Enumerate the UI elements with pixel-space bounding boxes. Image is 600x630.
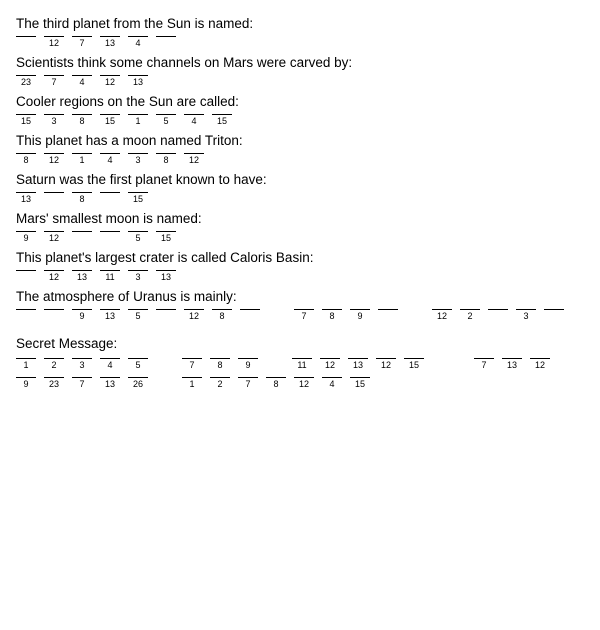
blank-code-number: 9 [79,311,85,321]
blank-code-number: 12 [48,155,59,165]
answer-blank[interactable] [350,377,370,390]
blank-code-number: 13 [506,360,517,370]
blank-code-number: 26 [132,379,143,389]
blank-line [100,75,120,76]
answer-blank[interactable] [184,309,204,322]
blank-code-number: 12 [188,155,199,165]
blank-code-number: 4 [107,155,113,165]
answer-blank[interactable] [100,270,120,283]
blank-code-number: 13 [104,311,115,321]
blank-code-number: 7 [245,379,251,389]
answer-blank[interactable] [100,153,120,166]
blank-code-number: 13 [104,38,115,48]
blank-code-number: 9 [245,360,251,370]
blank-line [156,231,176,232]
blank-code-number: 13 [76,272,87,282]
answer-blank[interactable] [530,358,550,371]
blank-line [350,377,370,378]
answer-blank[interactable] [44,309,64,322]
blank-code-number: 12 [324,360,335,370]
blank-line [16,309,36,310]
blank-line [156,309,176,310]
blank-code-number: 9 [23,233,29,243]
answer-blank[interactable] [128,192,148,205]
blank-line [100,377,120,378]
blank-line [128,75,148,76]
blank-line [544,309,564,310]
question-item [0,205,600,244]
answer-blank[interactable] [266,377,286,390]
blank-line [100,153,120,154]
secret-message-label: Secret Message: [16,336,118,351]
blank-line [72,309,92,310]
blank-line [184,153,204,154]
blank-code-number: 7 [79,379,85,389]
blank-line [128,270,148,271]
blank-line [44,192,64,193]
question-prompt: The atmosphere of Uranus is mainly: [16,289,237,304]
blank-code-number: 7 [481,360,487,370]
answer-blank[interactable] [16,75,36,88]
answer-blank[interactable] [72,309,92,322]
blank-code-number: 15 [216,116,227,126]
answer-blank[interactable] [44,114,64,127]
answer-blank[interactable] [128,75,148,88]
question-blanks [0,309,600,322]
blank-line [516,309,536,310]
answer-blank[interactable] [502,358,522,371]
blank-line [72,192,92,193]
blank-code-number: 5 [135,233,141,243]
blank-code-number: 8 [273,379,279,389]
answer-blank[interactable] [348,358,368,371]
answer-blank[interactable] [16,309,36,322]
answer-blank[interactable] [184,114,204,127]
answer-blank[interactable] [100,114,120,127]
blank-code-number: 11 [297,360,307,370]
blank-line [16,114,36,115]
blank-line [100,192,120,193]
answer-blank[interactable] [404,358,424,371]
question-prompt: The third planet from the Sun is named: [16,16,254,31]
blank-code-number: 12 [48,272,59,282]
question-blanks [0,270,600,283]
blank-line [44,231,64,232]
blank-code-number: 15 [408,360,419,370]
blank-line [156,114,176,115]
answer-blank[interactable] [212,114,232,127]
blank-line [72,231,92,232]
answer-blank[interactable] [156,231,176,244]
answer-blank[interactable] [182,377,202,390]
blank-code-number: 12 [188,311,199,321]
blank-code-number: 2 [217,379,223,389]
answer-blank[interactable] [210,358,230,371]
answer-blank[interactable] [376,358,396,371]
blank-line [128,36,148,37]
answer-blank[interactable] [474,358,494,371]
blank-line [100,36,120,37]
answer-blank[interactable] [378,309,398,322]
blank-code-number: 4 [135,38,141,48]
blank-code-number: 23 [48,379,59,389]
answer-blank[interactable] [72,75,92,88]
blank-code-number: 7 [79,38,85,48]
blank-line [432,309,452,310]
question-prompt: Saturn was the first planet known to have: [16,172,267,187]
blank-code-number: 3 [523,311,529,321]
blank-code-number: 15 [160,233,171,243]
blank-code-number: 2 [51,360,57,370]
answer-blank[interactable] [128,231,148,244]
answer-blank[interactable] [128,309,148,322]
question-blanks [0,231,600,244]
blank-line [182,358,202,359]
blank-line [350,309,370,310]
blank-line [16,377,36,378]
blank-line [100,358,120,359]
answer-blank[interactable] [16,377,36,390]
answer-blank[interactable] [212,309,232,322]
blank-code-number: 1 [23,360,29,370]
blank-code-number: 12 [436,311,447,321]
blank-code-number: 12 [534,360,545,370]
answer-blank[interactable] [544,309,564,322]
blank-line [210,358,230,359]
answer-blank[interactable] [16,36,36,49]
answer-blank[interactable] [350,309,370,322]
blank-line [156,153,176,154]
answer-blank[interactable] [16,270,36,283]
blank-line [294,377,314,378]
blank-line [100,309,120,310]
answer-blank[interactable] [72,114,92,127]
answer-blank[interactable] [320,358,340,371]
blank-line [292,358,312,359]
question-prompt: Mars' smallest moon is named: [16,211,202,226]
question-prompt: Cooler regions on the Sun are called: [16,94,239,109]
answer-blank[interactable] [44,270,64,283]
answer-blank[interactable] [100,377,120,390]
answer-blank[interactable] [44,192,64,205]
answer-blank[interactable] [156,309,176,322]
answer-blank[interactable] [16,358,36,371]
answer-blank[interactable] [100,75,120,88]
answer-blank[interactable] [128,114,148,127]
blank-code-number: 7 [189,360,195,370]
blank-line [322,377,342,378]
blank-code-number: 8 [329,311,335,321]
blank-code-number: 4 [329,379,335,389]
blank-line [128,153,148,154]
blank-line [100,231,120,232]
answer-blank[interactable] [72,36,92,49]
question-item [0,166,600,205]
answer-blank[interactable] [72,377,92,390]
blank-code-number: 13 [132,77,143,87]
question-blanks [0,114,600,127]
blank-line [322,309,342,310]
answer-blank[interactable] [44,75,64,88]
blank-code-number: 8 [79,194,85,204]
answer-blank[interactable] [128,358,148,371]
blank-line [156,270,176,271]
secret-message-container [0,358,600,390]
blank-code-number: 9 [357,311,363,321]
answer-blank[interactable] [72,358,92,371]
answer-blank[interactable] [156,114,176,127]
blank-code-number: 23 [20,77,31,87]
blank-code-number: 15 [132,194,143,204]
blank-code-number: 15 [354,379,365,389]
blank-code-number: 3 [135,155,141,165]
blank-code-number: 3 [135,272,141,282]
blank-line [128,309,148,310]
blank-line [212,114,232,115]
question-item [0,88,600,127]
questions-container [0,10,600,322]
blank-code-number: 8 [23,155,29,165]
answer-blank[interactable] [182,358,202,371]
answer-blank[interactable] [432,309,452,322]
answer-blank[interactable] [100,36,120,49]
blank-line [72,75,92,76]
blank-code-number: 1 [135,116,141,126]
question-item [0,244,600,283]
blank-line [44,114,64,115]
blank-code-number: 8 [217,360,223,370]
blank-code-number: 4 [107,360,113,370]
blank-line [184,114,204,115]
question-blanks [0,75,600,88]
blank-code-number: 5 [135,311,141,321]
blank-line [184,309,204,310]
blank-line [16,75,36,76]
answer-blank[interactable] [44,377,64,390]
answer-blank[interactable] [128,153,148,166]
blank-line [44,270,64,271]
blank-code-number: 5 [163,116,169,126]
blank-line [404,358,424,359]
answer-blank[interactable] [156,270,176,283]
blank-line [44,153,64,154]
blank-code-number: 13 [20,194,31,204]
blank-code-number: 9 [23,379,29,389]
secret-blanks [0,358,600,371]
blank-line [72,114,92,115]
answer-blank[interactable] [292,358,312,371]
answer-blank[interactable] [156,36,176,49]
answer-blank[interactable] [156,153,176,166]
blank-line [16,36,36,37]
question-item [0,49,600,88]
blank-line [72,36,92,37]
blank-line [16,153,36,154]
blank-line [100,114,120,115]
answer-blank[interactable] [44,231,64,244]
question-item [0,10,600,49]
answer-blank[interactable] [128,36,148,49]
blank-line [44,358,64,359]
question-blanks [0,153,600,166]
answer-blank[interactable] [100,192,120,205]
blank-line [100,270,120,271]
answer-blank[interactable] [44,36,64,49]
question-blanks [0,192,600,205]
blank-line [128,358,148,359]
blank-code-number: 5 [135,360,141,370]
blank-code-number: 4 [191,116,197,126]
blank-line [72,358,92,359]
blank-line [348,358,368,359]
blank-line [72,270,92,271]
blank-code-number: 13 [352,360,363,370]
answer-blank[interactable] [322,377,342,390]
blank-line [212,309,232,310]
question-blanks [0,36,600,49]
answer-blank[interactable] [16,231,36,244]
answer-blank[interactable] [238,377,258,390]
answer-blank[interactable] [322,309,342,322]
answer-blank[interactable] [128,377,148,390]
blank-code-number: 3 [79,360,85,370]
question-item [0,283,600,322]
blank-code-number: 2 [467,311,473,321]
answer-blank[interactable] [72,231,92,244]
blank-line [128,377,148,378]
blank-code-number: 3 [51,116,57,126]
blank-code-number: 12 [48,233,59,243]
blank-line [72,377,92,378]
blank-code-number: 15 [104,116,115,126]
blank-line [44,377,64,378]
blank-code-number: 12 [48,38,59,48]
blank-code-number: 8 [163,155,169,165]
blank-line [128,192,148,193]
answer-blank[interactable] [460,309,480,322]
answer-blank[interactable] [16,153,36,166]
blank-code-number: 1 [79,155,85,165]
blank-line [530,358,550,359]
blank-line [128,231,148,232]
blank-line [460,309,480,310]
answer-blank[interactable] [294,377,314,390]
question-prompt: This planet's largest crater is called Caloris Basin: [16,250,314,265]
blank-code-number: 11 [105,272,115,282]
blank-line [16,270,36,271]
blank-line [44,309,64,310]
blank-line [210,377,230,378]
blank-code-number: 15 [20,116,31,126]
blank-code-number: 7 [301,311,307,321]
blank-line [44,36,64,37]
blank-code-number: 13 [160,272,171,282]
answer-blank[interactable] [72,153,92,166]
answer-blank[interactable] [44,358,64,371]
blank-line [238,377,258,378]
answer-blank[interactable] [240,309,260,322]
answer-blank[interactable] [16,114,36,127]
answer-blank[interactable] [488,309,508,322]
answer-blank[interactable] [238,358,258,371]
answer-blank[interactable] [516,309,536,322]
answer-blank[interactable] [72,192,92,205]
blank-line [378,309,398,310]
blank-code-number: 4 [79,77,85,87]
blank-code-number: 12 [298,379,309,389]
question-prompt: Scientists think some channels on Mars were carved by: [16,55,353,70]
blank-line [240,309,260,310]
blank-code-number: 1 [189,379,195,389]
answer-blank[interactable] [294,309,314,322]
blank-line [320,358,340,359]
answer-blank[interactable] [72,270,92,283]
answer-blank[interactable] [210,377,230,390]
blank-line [156,36,176,37]
blank-line [294,309,314,310]
answer-blank[interactable] [128,270,148,283]
answer-blank[interactable] [100,309,120,322]
question-item [0,127,600,166]
answer-blank[interactable] [16,192,36,205]
blank-code-number: 8 [219,311,225,321]
answer-blank[interactable] [184,153,204,166]
blank-code-number: 12 [380,360,391,370]
blank-line [376,358,396,359]
blank-line [474,358,494,359]
blank-code-number: 12 [104,77,115,87]
blank-line [266,377,286,378]
blank-line [128,114,148,115]
blank-line [488,309,508,310]
blank-code-number: 8 [79,116,85,126]
blank-line [16,231,36,232]
blank-code-number: 7 [51,77,57,87]
blank-line [16,358,36,359]
answer-blank[interactable] [100,231,120,244]
blank-line [44,75,64,76]
secret-blanks [0,377,600,390]
blank-line [16,192,36,193]
blank-line [238,358,258,359]
blank-line [502,358,522,359]
blank-code-number: 13 [104,379,115,389]
answer-blank[interactable] [100,358,120,371]
blank-line [72,153,92,154]
question-prompt: This planet has a moon named Triton: [16,133,243,148]
answer-blank[interactable] [44,153,64,166]
blank-line [182,377,202,378]
